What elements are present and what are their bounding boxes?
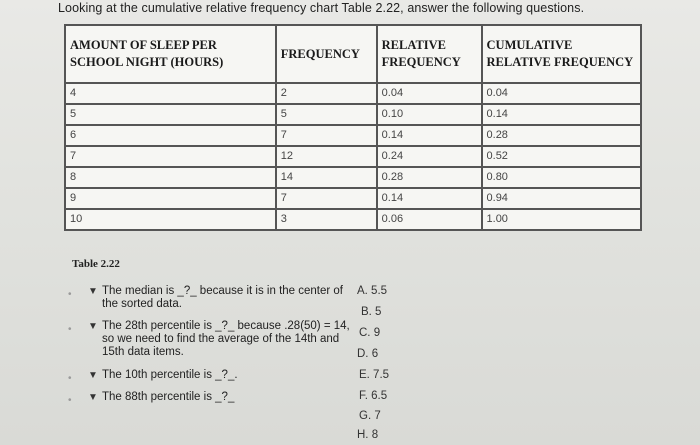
answer-option-c: C. 9 <box>359 327 381 339</box>
cell-hours: 10 <box>65 209 276 230</box>
bullet-icon: • <box>68 324 72 335</box>
cell-frequency: 7 <box>276 188 377 209</box>
frequency-table <box>64 24 642 231</box>
cell-cumulative: 1.00 <box>482 209 641 230</box>
table-row <box>65 188 641 209</box>
cell-relative-frequency: 0.10 <box>377 104 482 125</box>
chevron-down-icon[interactable]: ▼ <box>88 286 98 297</box>
answer-option-d: D. 6 <box>357 348 379 360</box>
bullet-icon: • <box>68 373 72 384</box>
cell-frequency: 3 <box>276 209 377 230</box>
answer-option-a: A. 5.5 <box>357 285 388 297</box>
cell-frequency: 5 <box>276 104 377 125</box>
answer-option-h: H. 8 <box>357 429 379 441</box>
header-sleep-amount: AMOUNT OF SLEEP PER SCHOOL NIGHT (HOURS) <box>65 25 276 83</box>
table-caption: Table 2.22 <box>72 258 120 270</box>
cell-hours: 5 <box>65 104 276 125</box>
cell-relative-frequency: 0.14 <box>377 125 482 146</box>
cell-frequency: 12 <box>276 146 377 167</box>
table-row <box>65 167 641 188</box>
cell-cumulative: 0.04 <box>482 83 641 104</box>
table-row <box>65 104 641 125</box>
cell-cumulative: 0.94 <box>482 188 641 209</box>
answer-option-e: E. 7.5 <box>359 369 390 381</box>
cell-relative-frequency: 0.14 <box>377 188 482 209</box>
cell-hours: 7 <box>65 146 276 167</box>
answer-option-g: G. 7 <box>359 410 381 422</box>
cell-relative-frequency: 0.04 <box>377 83 482 104</box>
table-row <box>65 146 641 167</box>
question-prompt: Looking at the cumulative relative frequency chart Table 2.22, answer the following questions. <box>58 1 585 15</box>
question-text: The 28th percentile is _?_ because .28(50) = 14, so we need to find the average of the 14th and 15th data items. <box>102 320 350 358</box>
table-row <box>65 209 641 230</box>
table-row <box>65 125 641 146</box>
question-text: The 10th percentile is _?_. <box>102 369 238 381</box>
table-header-row <box>65 25 641 83</box>
bullet-icon: • <box>68 289 72 300</box>
header-frequency: FREQUENCY <box>276 25 377 83</box>
cell-relative-frequency: 0.24 <box>377 146 482 167</box>
cell-cumulative: 0.28 <box>482 125 641 146</box>
question-text: The median is _?_ because it is in the center of the sorted data. <box>102 285 344 310</box>
header-relative-frequency: RELATIVE FREQUENCY <box>377 25 482 83</box>
question-text: The 88th percentile is _?_ <box>102 391 235 403</box>
answer-option-f: F. 6.5 <box>359 390 388 402</box>
cell-hours: 6 <box>65 125 276 146</box>
cell-relative-frequency: 0.28 <box>377 167 482 188</box>
cell-hours: 9 <box>65 188 276 209</box>
chevron-down-icon[interactable]: ▼ <box>88 370 98 381</box>
cell-hours: 8 <box>65 167 276 188</box>
cell-hours: 4 <box>65 83 276 104</box>
header-cumulative-relative-frequency: CUMULATIVE RELATIVE FREQUENCY <box>482 25 641 83</box>
cell-cumulative: 0.52 <box>482 146 641 167</box>
cell-relative-frequency: 0.06 <box>377 209 482 230</box>
cell-frequency: 7 <box>276 125 377 146</box>
cell-frequency: 2 <box>276 83 377 104</box>
chevron-down-icon[interactable]: ▼ <box>88 321 98 332</box>
bullet-icon: • <box>68 395 72 406</box>
answer-option-b: B. 5 <box>361 306 382 318</box>
cell-frequency: 14 <box>276 167 377 188</box>
table-row <box>65 83 641 104</box>
cell-cumulative: 0.14 <box>482 104 641 125</box>
chevron-down-icon[interactable]: ▼ <box>88 392 98 403</box>
cell-cumulative: 0.80 <box>482 167 641 188</box>
